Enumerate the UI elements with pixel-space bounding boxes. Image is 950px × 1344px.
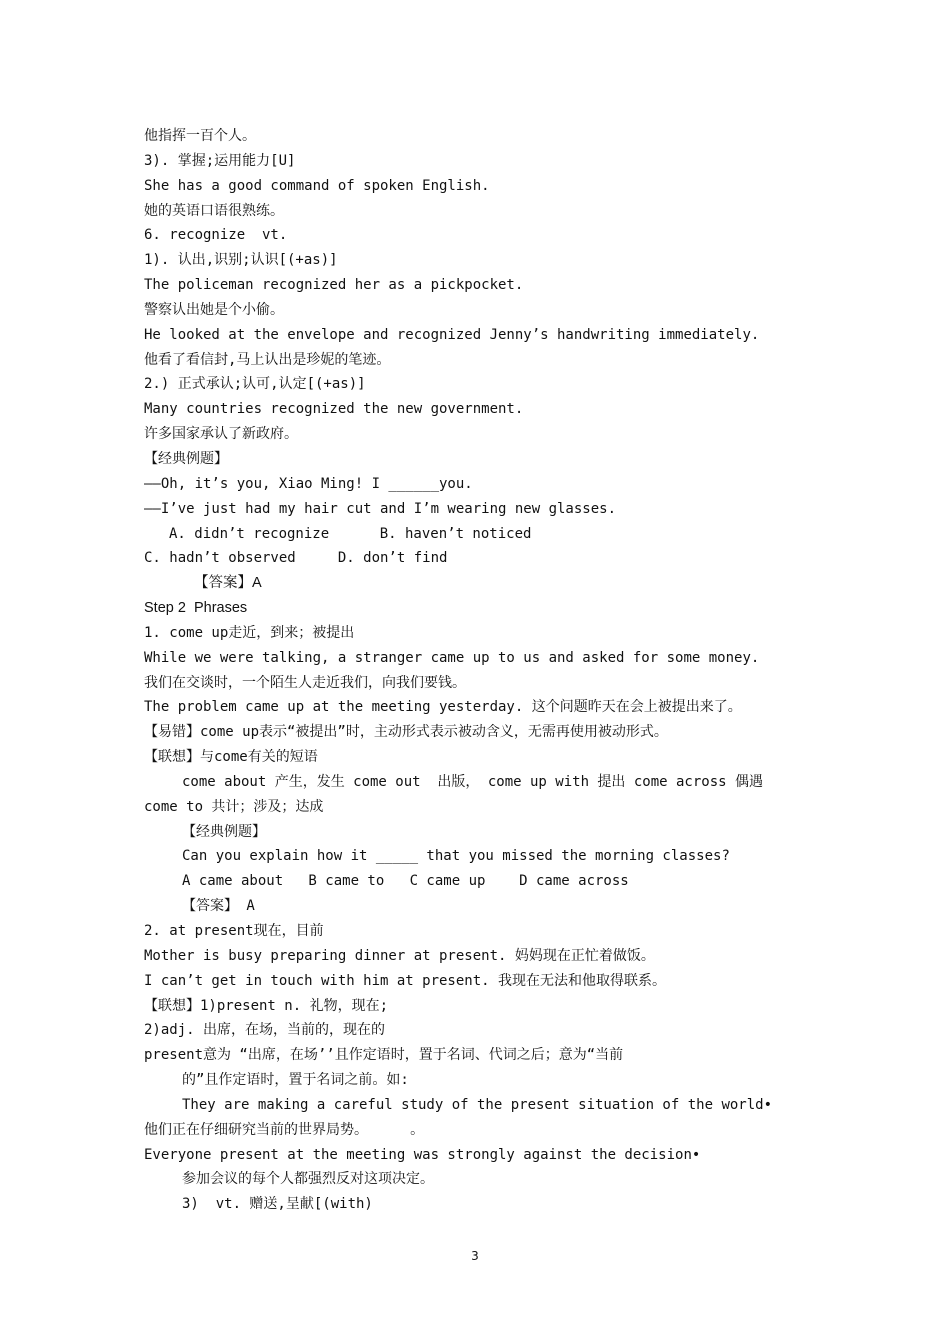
text-line: Everyone present at the meeting was strongly against the decision•: [144, 1146, 701, 1163]
page-number: 3: [471, 1249, 479, 1263]
text-line: While we were talking, a stranger came up to us and asked for some money.: [144, 649, 760, 666]
phrase-heading: 2. at present现在，目前: [144, 923, 324, 939]
text-line: She has a good command of spoken English.: [144, 177, 490, 194]
text-line: I can’t get in touch with him at present. 我现在无法和他取得联系。: [144, 972, 667, 989]
text-line: ——Oh, it’s you, Xiao Ming! I ______you.: [144, 475, 473, 492]
text-line: 许多国家承认了新政府。: [144, 426, 298, 443]
choice-line: A. didn’t recognize B. haven’t noticed: [169, 525, 532, 542]
text-line: come about 产生，发生 come out 出版， come up with 提出 come across 偶遇: [182, 773, 764, 790]
text-line: 他看了看信封,马上认出是珍妮的笔迹。: [144, 351, 391, 368]
text-line: 【联想】1)present n. 礼物，现在;: [144, 997, 389, 1014]
text-line: Mother is busy preparing dinner at present. 妈妈现在正忙着做饭。: [144, 947, 655, 964]
answer-line: 【答案】 A: [182, 898, 255, 915]
answer-line: 【答案】A: [194, 575, 262, 592]
text-line: He looked at the envelope and recognized Jenny’s handwriting immediately.: [144, 326, 760, 343]
phrase-heading: 1. come up走近，到来；被提出: [144, 624, 355, 641]
section-heading: 【经典例题】: [144, 450, 228, 467]
choice-line: C. hadn’t observed D. don’t find: [144, 550, 448, 567]
text-line: 3). 掌握;运用能力[U]: [144, 152, 296, 169]
text-line: 【易错】come up表示“被提出”时，主动形式表示被动含义，无需再使用被动形式。: [144, 724, 668, 741]
text-line: 她的英语口语很熟练。: [144, 202, 284, 219]
section-title: Step 2 Phrases: [144, 600, 248, 617]
text-line: 2.) 正式承认;认可,认定[(+as)]: [144, 376, 366, 393]
text-line: 我们在交谈时，一个陌生人走近我们，向我们要钱。: [144, 674, 466, 691]
text-line: 1). 认出,识别;认识[(+as)]: [144, 252, 338, 269]
text-line: Can you explain how it _____ that you missed the morning classes?: [182, 848, 730, 865]
text-line: They are making a careful study of the present situation of the world•: [182, 1096, 773, 1113]
choice-line: A came about B came to C came up D came across: [182, 873, 629, 890]
text-line: The problem came up at the meeting yesterday. 这个问题昨天在会上被提出来了。: [144, 699, 742, 716]
text-line: 警察认出她是个小偷。: [144, 301, 284, 318]
text-line: Many countries recognized the new government.: [144, 401, 524, 418]
text-line: 参加会议的每个人都强烈反对这项决定。: [182, 1171, 434, 1188]
text-line: come to 共计；涉及；达成: [144, 798, 324, 815]
text-line: The policeman recognized her as a pickpocket.: [144, 277, 524, 294]
text-line: present意为 “出席，在场’’且作定语时，置于名词、代词之后；意为“当前: [144, 1047, 624, 1064]
text-line: 他们正在仔细研究当前的世界局势。 。: [144, 1121, 425, 1138]
text-line: 2)adj. 出席，在场，当前的，现在的: [144, 1022, 386, 1039]
text-line: 6. recognize vt.: [144, 227, 288, 244]
section-heading: 【经典例题】: [182, 823, 266, 840]
text-line: 3) vt. 赠送,呈献[(with): [182, 1196, 373, 1213]
text-line: 的”且作定语时，置于名词之前。如:: [182, 1072, 409, 1089]
document-body: [144, 124, 824, 1217]
text-line: ——I’ve just had my hair cut and I’m wearing new glasses.: [144, 500, 617, 517]
section-heading: 【联想】与come有关的短语: [144, 749, 318, 766]
text-line: 他指挥一百个人。: [144, 128, 256, 144]
